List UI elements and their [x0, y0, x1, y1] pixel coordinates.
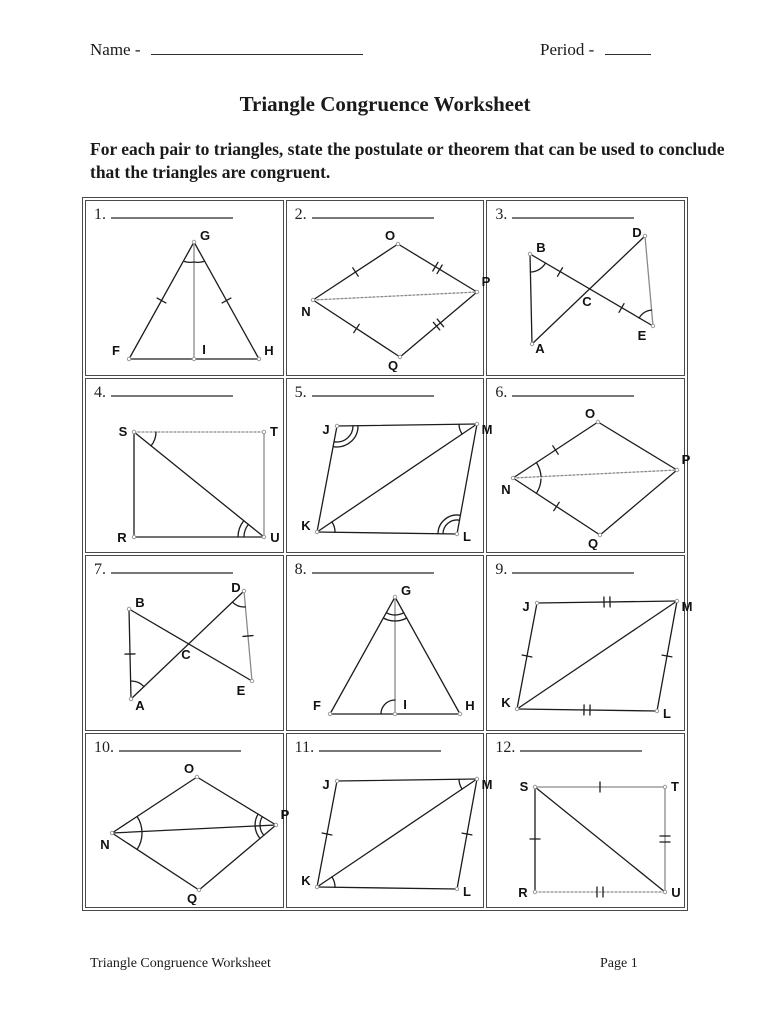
svg-text:D: D [632, 226, 643, 240]
figure-parallelogram-arcs [295, 404, 495, 550]
problem-cell-4 [85, 378, 284, 554]
svg-text:T: T [270, 423, 278, 439]
problem-number: 10. [94, 738, 114, 756]
svg-text:G: G [400, 583, 411, 598]
svg-text:P: P [280, 806, 290, 822]
problem-number: 11. [294, 738, 315, 756]
svg-text:I: I [202, 342, 206, 357]
answer-blank[interactable] [312, 383, 434, 397]
problem-grid [82, 197, 693, 911]
problem-cell-9 [486, 555, 693, 731]
problem-cell-12 [486, 733, 685, 909]
svg-text:J: J [322, 421, 330, 437]
svg-text:I: I [402, 697, 407, 712]
svg-text:E: E [236, 683, 246, 698]
answer-blank[interactable] [312, 205, 434, 219]
figure-square-diagonal-arcs [94, 404, 294, 550]
svg-text:P: P [681, 451, 691, 467]
problem-number: 12. [495, 738, 516, 756]
svg-text:Q: Q [186, 890, 198, 905]
problem-number: 7. [94, 561, 106, 578]
svg-text:G: G [199, 228, 211, 243]
problem-cell-5 [286, 378, 493, 554]
problem-number: 9. [495, 561, 508, 578]
answer-blank[interactable] [312, 560, 434, 574]
svg-text:U: U [270, 529, 280, 545]
svg-text:K: K [501, 695, 512, 710]
problem-cell-10 [85, 733, 290, 909]
problem-cell-3 [486, 200, 685, 376]
svg-text:F: F [112, 343, 120, 358]
answer-blank[interactable] [512, 560, 634, 574]
svg-text:M: M [481, 776, 493, 792]
svg-text:C: C [181, 647, 191, 662]
figure-kite-ticks [295, 226, 495, 372]
figure-triangle-median-arcs [295, 581, 495, 727]
figure-bowtie-sides [495, 226, 695, 372]
svg-text:U: U [671, 884, 682, 900]
name-label: Name - [90, 40, 141, 59]
figure-parallelogram-ticks [495, 581, 695, 727]
figure-bowtie-verticals [94, 581, 294, 727]
svg-text:S: S [519, 778, 529, 794]
svg-text:J: J [322, 776, 330, 792]
svg-text:H: H [264, 343, 274, 358]
svg-text:S: S [118, 423, 128, 439]
svg-text:D: D [231, 581, 241, 595]
problem-number: 1. [94, 206, 106, 223]
problem-cell-8 [286, 555, 485, 731]
problem-number: 2. [294, 206, 307, 223]
svg-text:Q: Q [588, 535, 599, 550]
svg-text:P: P [481, 274, 490, 289]
answer-blank[interactable] [111, 383, 233, 397]
page-title: Triangle Congruence Worksheet [239, 92, 531, 116]
name-blank[interactable] [151, 40, 363, 55]
svg-text:N: N [300, 304, 311, 319]
answer-blank[interactable] [111, 560, 233, 574]
period-label: Period - [540, 40, 595, 59]
problem-cell-7 [85, 555, 284, 731]
svg-text:N: N [501, 481, 512, 497]
svg-text:F: F [312, 698, 321, 713]
answer-blank[interactable] [520, 738, 642, 752]
svg-text:B: B [536, 240, 547, 255]
problem-number: 6. [495, 383, 508, 401]
svg-text:K: K [300, 517, 311, 533]
answer-blank[interactable] [111, 205, 233, 219]
svg-text:R: R [117, 529, 127, 545]
svg-text:M: M [681, 599, 693, 614]
period-blank[interactable] [605, 40, 651, 55]
footer-page-number: Page 1 [600, 956, 638, 971]
period-field-row [540, 40, 651, 60]
svg-text:K: K [300, 872, 311, 888]
answer-blank[interactable] [319, 738, 441, 752]
svg-text:C: C [582, 294, 593, 309]
problem-number: 3. [495, 206, 508, 223]
svg-text:B: B [135, 595, 145, 610]
svg-text:H: H [464, 698, 475, 713]
figure-kite-angles [94, 759, 294, 905]
figure-parallelogram-mixed [295, 759, 495, 905]
svg-text:T: T [671, 778, 680, 794]
answer-blank[interactable] [512, 383, 634, 397]
problem-cell-6 [486, 378, 691, 554]
instructions: For each pair to triangles, state the postulate or theorem that can be used to conclude that the triangles are congruent. [90, 139, 725, 183]
problem-number: 8. [294, 561, 307, 578]
svg-text:M: M [481, 421, 493, 437]
svg-text:L: L [462, 883, 471, 899]
svg-text:A: A [135, 698, 145, 713]
svg-text:L: L [663, 706, 672, 721]
problem-number: 4. [94, 383, 106, 401]
answer-blank[interactable] [512, 205, 634, 219]
figure-kite-angle-n [495, 404, 695, 550]
svg-text:Q: Q [387, 358, 398, 372]
svg-text:O: O [183, 760, 195, 776]
figure-triangle-median [94, 226, 294, 372]
footer-title: Triangle Congruence Worksheet [90, 956, 271, 971]
problem-cell-2 [286, 200, 490, 376]
svg-text:L: L [462, 528, 471, 544]
problem-number: 5. [294, 383, 307, 401]
svg-text:A: A [535, 341, 546, 356]
problem-cell-1 [85, 200, 284, 376]
svg-text:R: R [518, 884, 529, 900]
figure-square-diagonal-ticks [495, 759, 695, 905]
svg-text:O: O [384, 228, 395, 243]
svg-text:E: E [637, 328, 647, 343]
svg-text:J: J [522, 599, 530, 614]
answer-blank[interactable] [119, 738, 241, 752]
svg-text:O: O [585, 405, 596, 421]
svg-text:N: N [100, 836, 110, 852]
problem-cell-11 [286, 733, 493, 909]
